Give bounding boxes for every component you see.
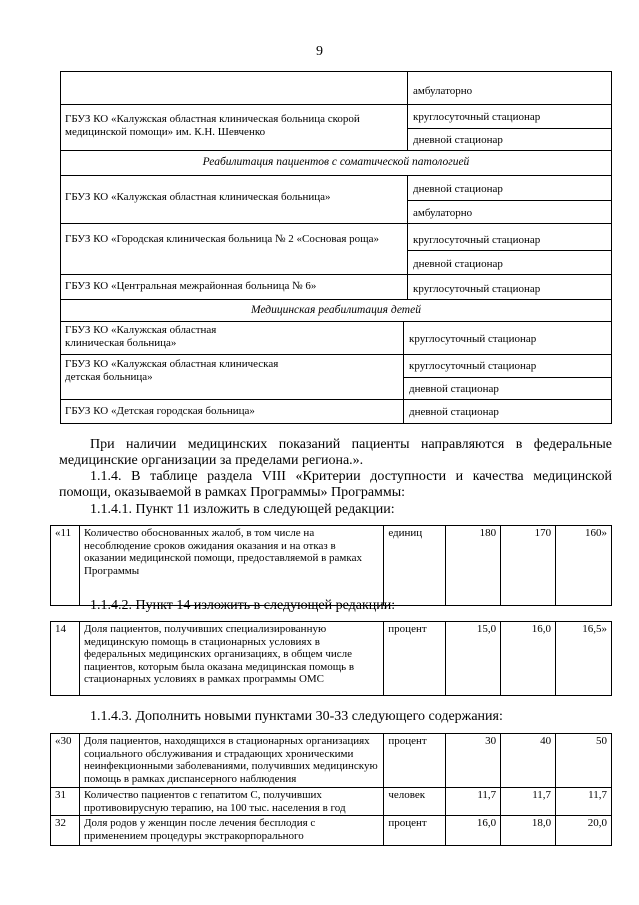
paragraph: помощи, оказываемой в рамках Программы» Программы: xyxy=(59,485,406,500)
value-year2: 170 xyxy=(501,526,556,606)
care-type: круглосуточный стационар xyxy=(413,111,541,123)
value-year2: 16,0 xyxy=(501,622,556,696)
criteria-table-items-30-33 xyxy=(50,733,612,846)
facility-name: ГБУЗ КО «Городская клиническая больница № 2 «Сосновая роща» xyxy=(65,233,380,245)
table-row xyxy=(51,622,612,696)
table-row xyxy=(60,71,612,104)
facility-name: клиническая больница» xyxy=(65,337,177,349)
care-type: дневной стационар xyxy=(409,383,499,395)
section-heading: Медицинская реабилитация детей xyxy=(60,299,612,321)
value-year2: 18,0 xyxy=(501,816,556,846)
value-year3: 11,7 xyxy=(556,788,612,816)
facility-name: ГБУЗ КО «Центральная межрайонная больница № 6» xyxy=(65,280,317,292)
care-type: амбулаторно xyxy=(413,207,473,219)
care-type: круглосуточный стационар xyxy=(409,333,537,345)
paragraph: 1.1.4. В таблице раздела VIII «Критерии доступности и качества медицинской xyxy=(90,469,612,484)
paragraph: 1.1.4.2. Пункт 14 изложить в следующей редакции: xyxy=(90,598,396,613)
table-row xyxy=(51,526,612,606)
facility-name: ГБУЗ КО «Калужская областная xyxy=(65,324,217,336)
criterion-text: Доля родов у женщин после лечения бесплодия с применением процедуры экстракорпорального xyxy=(79,816,383,846)
unit: единиц xyxy=(384,526,446,606)
value-year3: 20,0 xyxy=(556,816,612,846)
item-number: «30 xyxy=(51,734,80,788)
table-row xyxy=(60,321,612,354)
care-type: круглосуточный стационар xyxy=(409,360,537,372)
page-number: 9 xyxy=(316,44,323,59)
table-row xyxy=(60,104,612,150)
item-number: «11 xyxy=(51,526,80,606)
value-year3: 160» xyxy=(556,526,612,606)
value-year2: 11,7 xyxy=(501,788,556,816)
facility-name: детская больница» xyxy=(65,371,153,383)
criterion-text: Количество пациентов с гепатитом С, получивших противовирусную терапию, на 100 тыс. населения в год xyxy=(79,788,383,816)
facility-name: ГБУЗ КО «Калужская областная клиническая xyxy=(65,358,279,370)
table-row xyxy=(60,274,612,299)
value-year3: 50 xyxy=(556,734,612,788)
table-row xyxy=(51,734,612,788)
care-type: дневной стационар xyxy=(413,258,503,270)
care-type: дневной стационар xyxy=(409,406,499,418)
value-year1: 16,0 xyxy=(446,816,501,846)
value-year1: 180 xyxy=(446,526,501,606)
table-row xyxy=(60,399,612,424)
care-type: амбулаторно xyxy=(413,85,473,97)
care-type: дневной стационар xyxy=(413,134,503,146)
item-number: 31 xyxy=(51,788,80,816)
facility-name: ГБУЗ КО «Калужская областная клиническая больница» xyxy=(65,191,331,203)
criteria-table-item-14 xyxy=(50,621,612,696)
value-year1: 11,7 xyxy=(446,788,501,816)
paragraph: 1.1.4.1. Пункт 11 изложить в следующей редакции: xyxy=(90,502,395,517)
care-type: круглосуточный стационар xyxy=(413,283,541,295)
criteria-table-item-11 xyxy=(50,525,612,606)
unit: человек xyxy=(384,788,446,816)
care-type: дневной стационар xyxy=(413,183,503,195)
paragraph: 1.1.4.3. Дополнить новыми пунктами 30-33 следующего содержания: xyxy=(90,709,503,724)
table-row xyxy=(51,816,612,846)
paragraph: медицинские организации за пределами региона.». xyxy=(59,453,364,468)
facility-name: ГБУЗ КО «Детская городская больница» xyxy=(65,405,255,417)
paragraph: При наличии медицинских показаний пациенты направляются в федеральные xyxy=(90,437,612,452)
care-type: круглосуточный стационар xyxy=(413,234,541,246)
table-row xyxy=(51,788,612,816)
criterion-text: Количество обоснованных жалоб, в том числе на несоблюдение сроков ожидания оказания и на отказ в оказании медицинской помощи, предоставляемой в рамках Программы xyxy=(79,526,383,606)
table-row xyxy=(60,223,612,274)
table-row xyxy=(60,354,612,399)
unit: процент xyxy=(384,816,446,846)
item-number: 32 xyxy=(51,816,80,846)
value-year1: 30 xyxy=(446,734,501,788)
item-number: 14 xyxy=(51,622,80,696)
value-year3: 16,5» xyxy=(556,622,612,696)
criterion-text: Доля пациентов, получивших специализированную медицинскую помощь в стационарных условиях в федеральных медицинских организациях, в общем числе пациентов, которым была оказана медицинская помощь в стационарных условиях в рамках программы ОМС xyxy=(79,622,383,696)
table-row xyxy=(60,175,612,223)
section-heading: Реабилитация пациентов с соматической патологией xyxy=(60,150,612,175)
criterion-text: Доля пациентов, находящихся в стационарных организациях социального обслуживания и страдающих хроническими неинфекционными заболеваниями, получивших медицинскую помощь в рамках диспансерного наблюдения xyxy=(79,734,383,788)
value-year2: 40 xyxy=(501,734,556,788)
facility-name: ГБУЗ КО «Калужская областная клиническая больница скорой медицинской помощи» им. К.Н. Шевченко xyxy=(65,113,360,138)
unit: процент xyxy=(384,734,446,788)
unit: процент xyxy=(384,622,446,696)
value-year1: 15,0 xyxy=(446,622,501,696)
